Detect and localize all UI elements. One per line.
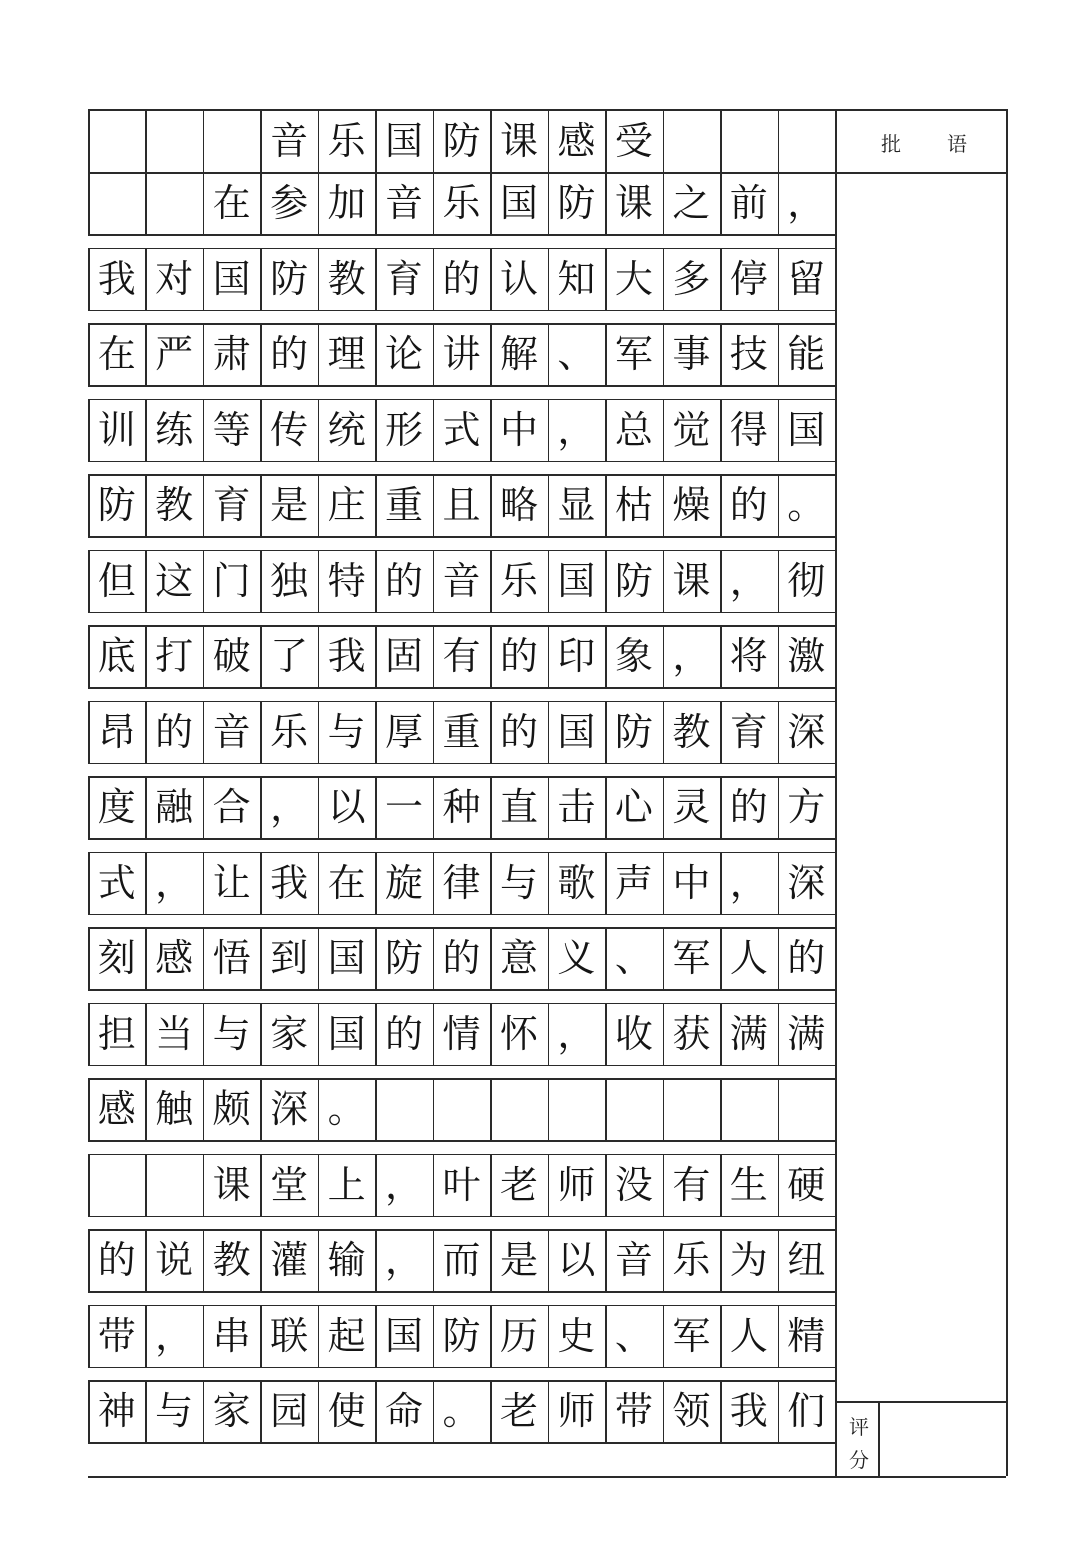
grid-cell: 纽 <box>787 1238 826 1282</box>
grid-cell: 论 <box>385 332 424 376</box>
grid-cell: 的 <box>385 1011 424 1056</box>
grid-cell: 中 <box>499 407 538 452</box>
grid-cell: 我 <box>97 256 136 301</box>
grid-cell: 灵 <box>672 785 711 829</box>
title-cell <box>88 109 145 172</box>
grid-cell: 在 <box>97 332 136 376</box>
grid-cell: 将 <box>729 634 768 678</box>
grid-cell: 国 <box>557 558 596 603</box>
grid-cell: 这 <box>155 558 194 603</box>
grid-cell: 在 <box>327 860 366 905</box>
grid-cell: 音 <box>442 558 481 603</box>
title-cell <box>145 109 202 172</box>
grid-cell: 旋 <box>385 860 424 905</box>
grid-cell: 总 <box>614 407 653 452</box>
grid-cell: 以 <box>327 785 366 829</box>
grid-cell: 与 <box>212 1011 251 1056</box>
grid-cell: 担 <box>97 1011 136 1056</box>
grid-cell: 度 <box>97 785 136 829</box>
grid-cell: 传 <box>270 407 309 452</box>
grid-cell: 音 <box>212 709 251 754</box>
grid-cell: 义 <box>557 936 596 980</box>
grid-cell: 方 <box>787 785 826 829</box>
grid-cell: 与 <box>327 709 366 754</box>
grid-cell <box>145 172 202 234</box>
grid-cell: 律 <box>442 860 481 905</box>
grid-cell: 停 <box>729 256 768 301</box>
grid-cell: 音 <box>614 1238 653 1282</box>
grid-cell: 课 <box>672 558 711 603</box>
grid-cell: 国 <box>787 407 826 452</box>
comment-label-yu: 语 <box>947 132 967 156</box>
grid-line <box>88 461 835 463</box>
grid-cell: 满 <box>729 1011 768 1056</box>
grid-line <box>88 838 835 840</box>
title-cell <box>720 109 777 172</box>
grid-line <box>88 234 835 236</box>
grid-cell: 打 <box>155 634 194 678</box>
grid-cell: 击 <box>557 785 596 829</box>
grid-cell: ， <box>385 1238 424 1282</box>
grid-cell: 讲 <box>442 332 481 376</box>
grid-cell: ， <box>729 860 768 905</box>
grid-cell: 教 <box>212 1238 251 1282</box>
grid-cell: 输 <box>327 1238 366 1282</box>
grid-cell: 而 <box>442 1238 481 1282</box>
grid-cell: 形 <box>385 407 424 452</box>
grid-cell: 深 <box>787 709 826 754</box>
outer-border-right <box>1006 109 1008 1476</box>
grid-cell: 课 <box>614 181 653 225</box>
grid-cell: 国 <box>385 1313 424 1358</box>
grid-cell: 昂 <box>97 709 136 754</box>
grid-cell: 庄 <box>327 483 366 527</box>
grid-cell: 意 <box>499 936 538 980</box>
grid-cell: 收 <box>614 1011 653 1056</box>
grid-cell: 我 <box>270 860 309 905</box>
grid-cell: 生 <box>729 1162 768 1207</box>
score-label-fen: 分 <box>849 1448 869 1472</box>
grid-cell: 悟 <box>212 936 251 980</box>
grid-cell: 国 <box>212 256 251 301</box>
grid-line <box>88 1140 835 1142</box>
grid-cell: ， <box>557 407 596 452</box>
grid-cell: 深 <box>270 1087 309 1131</box>
grid-cell: 人 <box>729 936 768 980</box>
grid-cell: 没 <box>614 1162 653 1207</box>
grid-line <box>88 612 835 614</box>
score-label-ping: 评 <box>849 1415 869 1439</box>
grid-cell <box>605 1078 662 1140</box>
grid-cell: ， <box>557 1011 596 1056</box>
grid-cell: 练 <box>155 407 194 452</box>
grid-cell <box>490 1078 547 1140</box>
grid-cell: 当 <box>155 1011 194 1056</box>
grid-line <box>88 536 835 538</box>
grid-cell: 歌 <box>557 860 596 905</box>
grid-cell: 的 <box>499 634 538 678</box>
grid-cell: 种 <box>442 785 481 829</box>
grid-cell: 的 <box>442 256 481 301</box>
grid-cell: 教 <box>327 256 366 301</box>
grid-cell: 颇 <box>212 1087 251 1131</box>
grid-cell: 上 <box>327 1162 366 1207</box>
grid-line <box>88 989 835 991</box>
grid-cell: 得 <box>729 407 768 452</box>
grid-cell <box>720 1078 777 1140</box>
grid-cell <box>375 1078 432 1140</box>
grid-cell: 老 <box>499 1162 538 1207</box>
grid-cell: 课 <box>212 1162 251 1207</box>
grid-cell: 印 <box>557 634 596 678</box>
title-cell: 防 <box>442 118 481 163</box>
grid-cell: 军 <box>672 936 711 980</box>
grid-cell: 彻 <box>787 558 826 603</box>
grid-cell: 堂 <box>270 1162 309 1207</box>
grid-cell: 之 <box>672 181 711 225</box>
grid-cell: 、 <box>614 1313 653 1358</box>
grid-cell: 感 <box>97 1087 136 1131</box>
grid-cell: 训 <box>97 407 136 452</box>
comment-header-line <box>835 172 1006 174</box>
grid-cell: 的 <box>442 936 481 980</box>
grid-cell: 燥 <box>672 483 711 527</box>
grid-cell: 命 <box>385 1389 424 1433</box>
grid-cell: 史 <box>557 1313 596 1358</box>
grid-cell: 合 <box>212 785 251 829</box>
grid-cell: 叶 <box>442 1162 481 1207</box>
title-cell: 受 <box>614 118 653 163</box>
grid-line <box>88 687 835 689</box>
grid-cell: 枯 <box>614 483 653 527</box>
title-cell <box>203 109 260 172</box>
grid-cell: 到 <box>270 936 309 980</box>
grid-cell: 让 <box>212 860 251 905</box>
title-cell <box>663 109 720 172</box>
title-cell <box>778 109 835 172</box>
grid-cell: 怀 <box>499 1011 538 1056</box>
grid-line <box>88 1367 835 1369</box>
grid-cell: 底 <box>97 634 136 678</box>
grid-cell: 感 <box>155 936 194 980</box>
grid-line <box>88 763 835 765</box>
grid-cell: 解 <box>499 332 538 376</box>
grid-cell: 历 <box>499 1313 538 1358</box>
grid-line <box>88 1291 835 1293</box>
grid-cell: 乐 <box>672 1238 711 1282</box>
sidebar-divider <box>835 109 837 1476</box>
outer-border-bottom <box>88 1476 1006 1478</box>
grid-cell: 带 <box>97 1313 136 1358</box>
grid-cell: 人 <box>729 1313 768 1358</box>
grid-cell: 触 <box>155 1087 194 1131</box>
grid-cell: 以 <box>557 1238 596 1282</box>
grid-cell: 门 <box>212 558 251 603</box>
grid-cell: 融 <box>155 785 194 829</box>
grid-cell: 的 <box>155 709 194 754</box>
grid-cell: 事 <box>672 332 711 376</box>
grid-cell: 技 <box>729 332 768 376</box>
grid-cell: 国 <box>499 181 538 225</box>
grid-cell <box>778 1078 835 1140</box>
grid-cell: 国 <box>557 709 596 754</box>
grid-cell: 防 <box>557 181 596 225</box>
grid-cell: 园 <box>270 1389 309 1433</box>
grid-cell: 情 <box>442 1011 481 1056</box>
grid-cell: 家 <box>270 1011 309 1056</box>
grid-cell: 的 <box>729 483 768 527</box>
grid-line <box>88 1442 835 1444</box>
title-cell: 国 <box>385 118 424 163</box>
grid-cell: 防 <box>442 1313 481 1358</box>
grid-cell: 知 <box>557 256 596 301</box>
grid-cell: 国 <box>327 936 366 980</box>
grid-cell: 重 <box>442 709 481 754</box>
grid-cell: 防 <box>614 558 653 603</box>
grid-cell: 起 <box>327 1313 366 1358</box>
grid-cell <box>88 1154 145 1216</box>
grid-cell: 的 <box>729 785 768 829</box>
grid-cell: 串 <box>212 1313 251 1358</box>
title-cell: 乐 <box>327 118 366 163</box>
grid-cell: 军 <box>614 332 653 376</box>
grid-cell: 刻 <box>97 936 136 980</box>
grid-cell: 一 <box>385 785 424 829</box>
grid-cell: 中 <box>672 860 711 905</box>
grid-cell: 能 <box>787 332 826 376</box>
grid-cell: 硬 <box>787 1162 826 1207</box>
grid-cell: 音 <box>385 181 424 225</box>
grid-line <box>88 310 835 312</box>
grid-cell: 的 <box>97 1238 136 1282</box>
grid-cell: 觉 <box>672 407 711 452</box>
grid-cell: 重 <box>385 483 424 527</box>
grid-cell: 肃 <box>212 332 251 376</box>
grid-cell <box>663 1078 720 1140</box>
grid-cell: 防 <box>385 936 424 980</box>
grid-cell: 精 <box>787 1313 826 1358</box>
grid-line <box>88 385 835 387</box>
grid-cell: 军 <box>672 1313 711 1358</box>
grid-cell: 在 <box>212 181 251 225</box>
grid-cell: 。 <box>442 1389 481 1433</box>
grid-cell <box>88 172 145 234</box>
grid-cell: 略 <box>499 483 538 527</box>
grid-cell: 但 <box>97 558 136 603</box>
grid-cell: 防 <box>97 483 136 527</box>
grid-cell: 对 <box>155 256 194 301</box>
grid-cell: 心 <box>614 785 653 829</box>
grid-cell: 老 <box>499 1389 538 1433</box>
grid-cell: 严 <box>155 332 194 376</box>
grid-cell: 破 <box>212 634 251 678</box>
grid-cell: 师 <box>557 1389 596 1433</box>
grid-cell: 育 <box>212 483 251 527</box>
title-cell: 课 <box>499 118 538 163</box>
grid-cell: 教 <box>155 483 194 527</box>
grid-cell: 育 <box>385 256 424 301</box>
grid-cell: ， <box>155 860 194 905</box>
grid-cell: 认 <box>499 256 538 301</box>
grid-cell: 、 <box>614 936 653 980</box>
grid-cell: 与 <box>499 860 538 905</box>
grid-cell: 、 <box>557 332 596 376</box>
grid-cell: 激 <box>787 634 826 678</box>
grid-cell: 固 <box>385 634 424 678</box>
grid-cell: 了 <box>270 634 309 678</box>
grid-cell: 的 <box>787 936 826 980</box>
grid-cell: 特 <box>327 558 366 603</box>
grid-cell: 防 <box>270 256 309 301</box>
grid-cell: 带 <box>614 1389 653 1433</box>
grid-cell: ， <box>787 181 826 225</box>
grid-cell: 乐 <box>499 558 538 603</box>
grid-cell: 获 <box>672 1011 711 1056</box>
grid-cell: 与 <box>155 1389 194 1433</box>
grid-cell: 留 <box>787 256 826 301</box>
grid-cell: 等 <box>212 407 251 452</box>
grid-cell: 。 <box>787 483 826 527</box>
grid-cell: 乐 <box>442 181 481 225</box>
grid-cell: 厚 <box>385 709 424 754</box>
grid-cell: 统 <box>327 407 366 452</box>
grid-cell: 师 <box>557 1162 596 1207</box>
grid-cell: 是 <box>270 483 309 527</box>
grid-cell: 有 <box>442 634 481 678</box>
grid-cell: ， <box>729 558 768 603</box>
grid-cell: 灌 <box>270 1238 309 1282</box>
grid-cell: 是 <box>499 1238 538 1282</box>
grid-line <box>88 1216 835 1218</box>
grid-cell: 育 <box>729 709 768 754</box>
grid-line <box>88 1065 835 1067</box>
title-cell: 感 <box>557 118 596 163</box>
grid-cell: 大 <box>614 256 653 301</box>
grid-cell: ， <box>385 1162 424 1207</box>
score-box-divider <box>878 1401 880 1476</box>
grid-cell <box>548 1078 605 1140</box>
grid-cell: 防 <box>614 709 653 754</box>
grid-cell: 联 <box>270 1313 309 1358</box>
grid-cell: 说 <box>155 1238 194 1282</box>
grid-cell: 且 <box>442 483 481 527</box>
grid-cell: 国 <box>327 1011 366 1056</box>
grid-cell <box>145 1154 202 1216</box>
grid-cell: 象 <box>614 634 653 678</box>
grid-cell: 使 <box>327 1389 366 1433</box>
grid-cell: 的 <box>499 709 538 754</box>
grid-cell: 教 <box>672 709 711 754</box>
grid-cell: 参 <box>270 181 309 225</box>
grid-cell: 领 <box>672 1389 711 1433</box>
grid-cell: 显 <box>557 483 596 527</box>
grid-cell: 多 <box>672 256 711 301</box>
grid-cell: 们 <box>787 1389 826 1433</box>
title-cell: 音 <box>270 118 309 163</box>
grid-cell: 有 <box>672 1162 711 1207</box>
comment-label-pi: 批 <box>881 132 901 156</box>
grid-cell: 声 <box>614 860 653 905</box>
grid-cell: 独 <box>270 558 309 603</box>
outer-border-top <box>88 109 1006 111</box>
grid-cell <box>433 1078 490 1140</box>
grid-cell: 为 <box>729 1238 768 1282</box>
grid-cell: 式 <box>97 860 136 905</box>
grid-cell: 神 <box>97 1389 136 1433</box>
grid-cell: 家 <box>212 1389 251 1433</box>
grid-line <box>88 914 835 916</box>
grid-cell: 理 <box>327 332 366 376</box>
grid-cell: 的 <box>270 332 309 376</box>
score-box-top <box>835 1401 1006 1403</box>
grid-cell: 深 <box>787 860 826 905</box>
grid-cell: 前 <box>729 181 768 225</box>
grid-cell: 我 <box>729 1389 768 1433</box>
grid-cell: 乐 <box>270 709 309 754</box>
grid-cell: 加 <box>327 181 366 225</box>
grid-cell: ， <box>155 1313 194 1358</box>
grid-cell: 直 <box>499 785 538 829</box>
grid-cell: 。 <box>327 1087 366 1131</box>
grid-cell: 我 <box>327 634 366 678</box>
grid-cell: ， <box>270 785 309 829</box>
grid-cell: 的 <box>385 558 424 603</box>
grid-cell: ， <box>672 634 711 678</box>
grid-cell: 式 <box>442 407 481 452</box>
grid-cell: 满 <box>787 1011 826 1056</box>
